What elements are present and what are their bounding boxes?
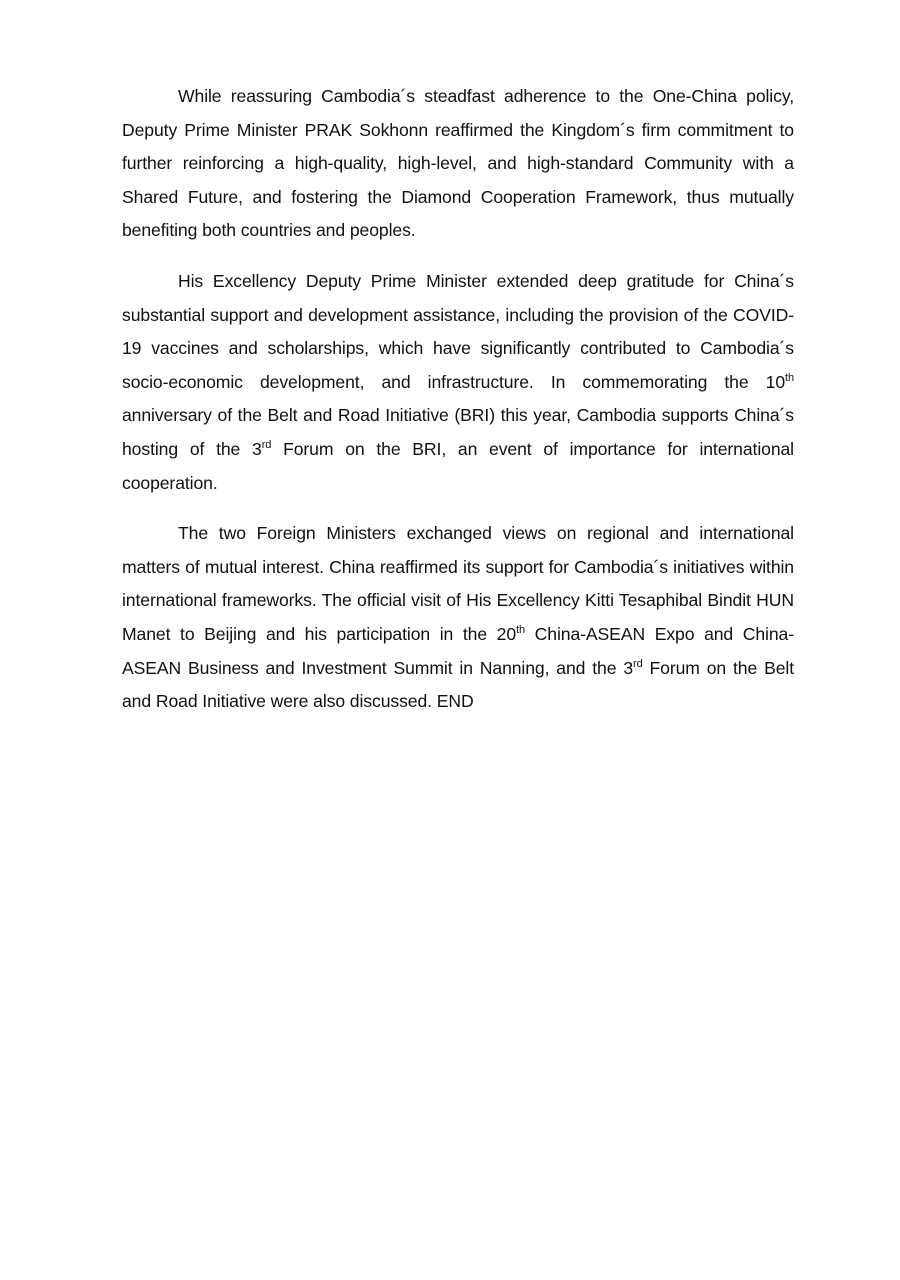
paragraph-2 xyxy=(122,265,794,500)
paragraph-2-text-a: His Excellency Deputy Prime Minister extended deep gratitude for China´s substantial support and development assistance, including the provision of the COVID-19 vaccines and scholarships, which have significantly contributed to Cambodia´s socio-economic development, and infrastructure. In commemorating the 10 xyxy=(122,270,794,392)
paragraph-1 xyxy=(122,80,794,248)
paragraph-2-text-c: Forum on the BRI, an event of importance for international cooperation. xyxy=(122,438,794,493)
paragraph-3 xyxy=(122,517,794,719)
ordinal-suffix: th xyxy=(785,371,794,384)
document-body xyxy=(122,80,794,736)
ordinal-suffix: th xyxy=(516,623,526,636)
ordinal-suffix: rd xyxy=(261,438,272,451)
paragraph-3-text-c: Forum on the Belt and Road Initiative were also discussed. END xyxy=(122,657,794,712)
paragraph-3-text-a: The two Foreign Ministers exchanged views on regional and international matters of mutual interest. China reaffirmed its support for Cambodia´s initiatives within international frameworks. The official visit of His Excellency Kitti Tesaphibal Bindit HUN Manet to Beijing and his participation in the 20 xyxy=(122,523,794,644)
paragraph-2-text-b: anniversary of the Belt and Road Initiative (BRI) this year, Cambodia supports China´s hosting of the 3 xyxy=(122,405,794,459)
paragraph-3-text-b: China-ASEAN Expo and China-ASEAN Business and Investment Summit in Nanning, and the 3 xyxy=(122,623,794,678)
ordinal-suffix: rd xyxy=(633,657,643,670)
paragraph-1-text: While reassuring Cambodia´s steadfast adherence to the One-China policy, Deputy Prime Minister PRAK Sokhonn reaffirmed the Kingdom´s firm commitment to further reinforcing a high-quality, high-level, and high-standard Community with a Shared Future, and fostering the Diamond Cooperation Framework, thus mutually benefiting both countries and peoples. xyxy=(122,86,794,241)
